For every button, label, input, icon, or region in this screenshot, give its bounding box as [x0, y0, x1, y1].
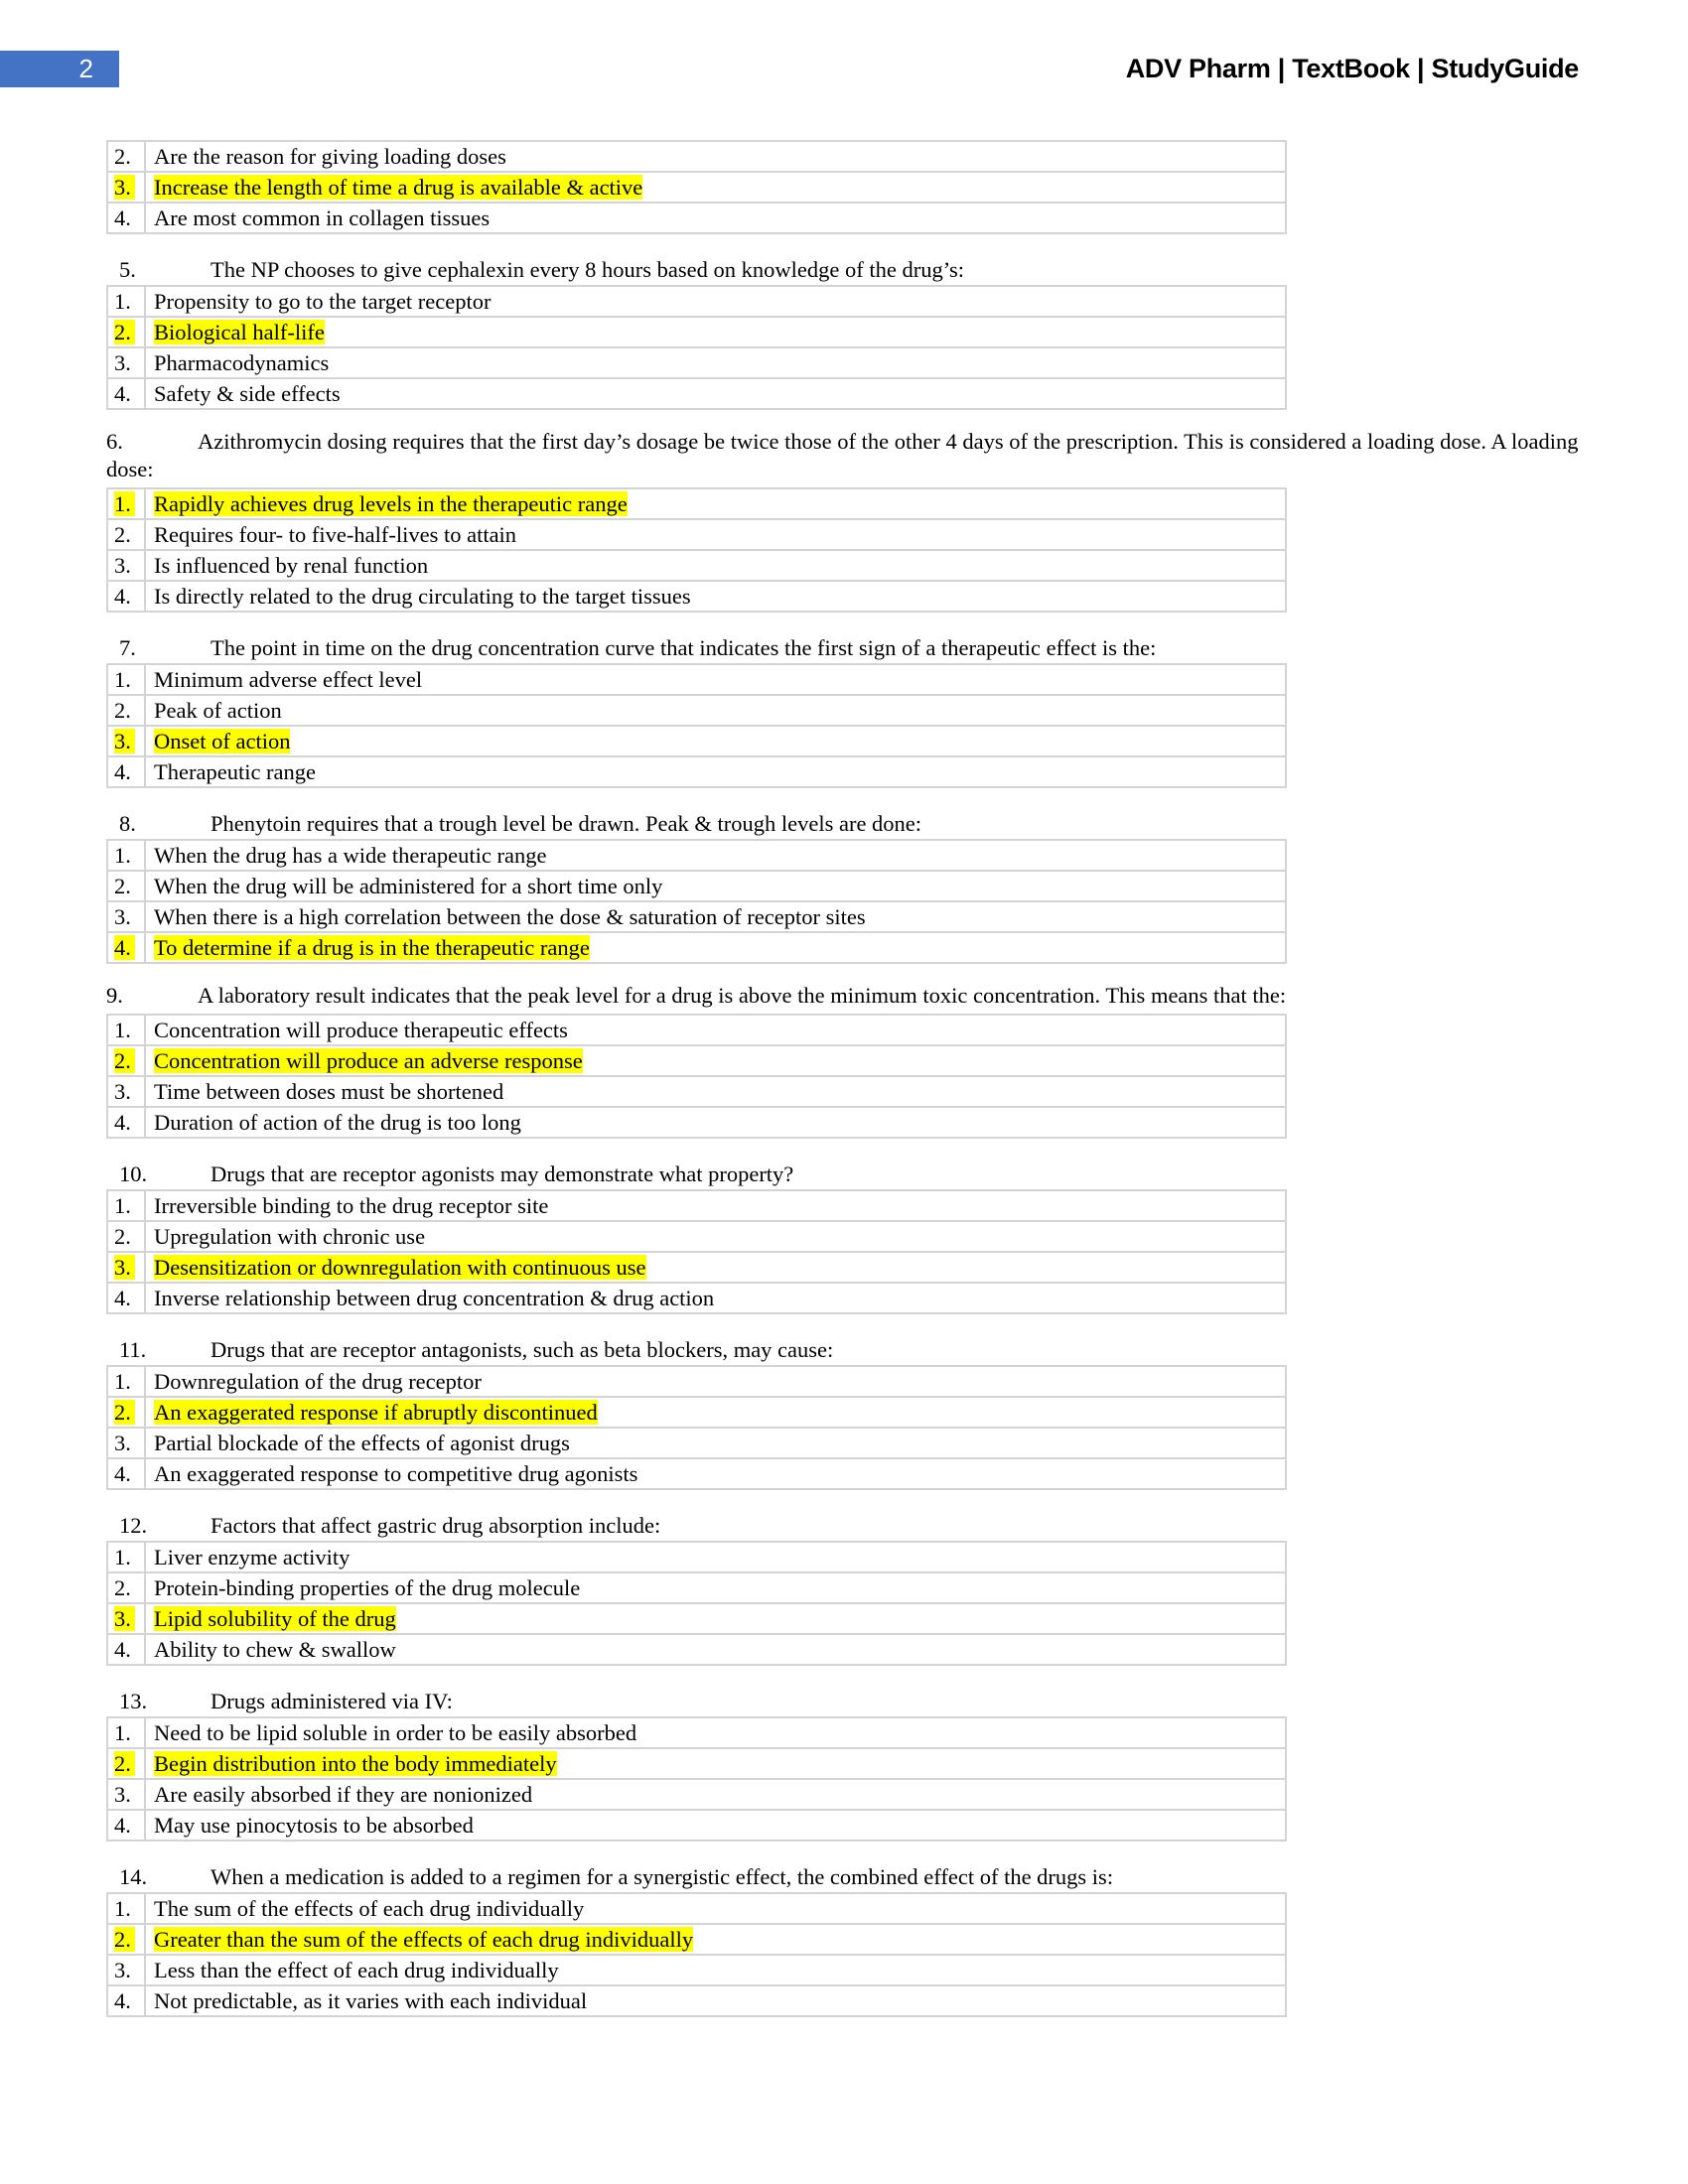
question-block	[106, 1688, 1596, 1842]
option-row	[108, 1986, 1285, 2015]
question-text: Drugs that are receptor agonists may demonstrate what property?	[211, 1161, 794, 1186]
option-text: May use pinocytosis to be absorbed	[154, 1813, 474, 1838]
option-row	[108, 696, 1285, 727]
option-row	[108, 1222, 1285, 1253]
option-text: Minimum adverse effect level	[154, 667, 423, 692]
option-number: 1.	[114, 1193, 131, 1218]
question-text: The point in time on the drug concentration curve that indicates the first sign of a therapeutic effect is the:	[211, 635, 1157, 660]
options-table	[106, 1014, 1287, 1139]
option-number: 4.	[114, 205, 131, 230]
question-block	[106, 982, 1596, 1139]
option-text: Concentration will produce therapeutic effects	[154, 1018, 568, 1042]
options-table	[106, 1716, 1287, 1842]
option-number: 1.	[114, 1545, 131, 1570]
question-prompt	[119, 256, 1589, 283]
question-number: 13.	[119, 1689, 148, 1713]
question-text: Drugs that are receptor antagonists, such as beta blockers, may cause:	[211, 1337, 834, 1362]
option-number: 1.	[114, 1018, 131, 1042]
option-number: 4.	[114, 935, 135, 960]
option-row	[108, 287, 1285, 318]
question-number: 6.	[106, 429, 123, 454]
option-text: Upregulation with chronic use	[154, 1224, 426, 1249]
question-number: 7.	[119, 635, 136, 660]
option-text: When the drug will be administered for a short time only	[154, 874, 663, 898]
question-number: 11.	[119, 1337, 147, 1362]
document-header-title: ADV Pharm | TextBook | StudyGuide	[1125, 53, 1579, 83]
option-row-highlighted	[108, 489, 1285, 520]
option-number: 2.	[114, 874, 131, 898]
question-block	[106, 1512, 1596, 1666]
option-row-highlighted	[108, 1749, 1285, 1780]
option-number: 3.	[114, 729, 135, 753]
option-number: 1.	[114, 289, 131, 314]
option-row-highlighted	[108, 933, 1285, 962]
option-row	[108, 757, 1285, 786]
option-text: Therapeutic range	[154, 759, 317, 784]
option-text: Begin distribution into the body immediately	[154, 1751, 557, 1776]
option-row	[108, 1635, 1285, 1664]
option-number: 3.	[114, 1782, 131, 1807]
option-number: 1.	[114, 667, 131, 692]
option-text: Pharmacodynamics	[154, 350, 330, 375]
question-block	[106, 1336, 1596, 1490]
option-text: Is influenced by renal function	[154, 553, 429, 578]
question-text: The NP chooses to give cephalexin every 8 hours based on knowledge of the drug’s:	[211, 257, 964, 282]
option-number: 3.	[114, 175, 135, 200]
option-number: 2.	[114, 320, 135, 344]
option-row	[108, 1543, 1285, 1573]
option-row	[108, 1894, 1285, 1925]
option-row	[108, 204, 1285, 232]
option-text: Are easily absorbed if they are nonionized	[154, 1782, 533, 1807]
option-number: 2.	[114, 522, 131, 547]
option-row-highlighted	[108, 1253, 1285, 1284]
option-text: Need to be lipid soluble in order to be easily absorbed	[154, 1720, 637, 1745]
option-number: 3.	[114, 904, 131, 929]
question-text: Azithromycin dosing requires that the first day’s dosage be twice those of the other 4 days of the prescription. This is considered a loading dose. A loading dose:	[106, 429, 1579, 481]
options-table	[106, 1892, 1287, 2017]
option-text: To determine if a drug is in the therapeutic range	[154, 935, 590, 960]
option-text: Is directly related to the drug circulating to the target tissues	[154, 584, 691, 609]
options-table	[106, 1189, 1287, 1314]
option-row-highlighted	[108, 1398, 1285, 1429]
option-number: 2.	[114, 1400, 135, 1425]
question-prompt	[119, 810, 1589, 837]
option-row	[108, 582, 1285, 611]
question-number: 10.	[119, 1161, 148, 1186]
option-text: Downregulation of the drug receptor	[154, 1369, 482, 1394]
option-text: When there is a high correlation between the dose & saturation of receptor sites	[154, 904, 866, 929]
option-row-highlighted	[108, 1046, 1285, 1077]
option-row	[108, 902, 1285, 933]
option-row	[108, 1108, 1285, 1137]
option-number: 2.	[114, 1927, 135, 1952]
option-text: Liver enzyme activity	[154, 1545, 351, 1570]
option-number: 2.	[114, 1224, 131, 1249]
option-number: 3.	[114, 1255, 135, 1280]
option-text: Safety & side effects	[154, 381, 341, 406]
question-prompt	[119, 1336, 1589, 1363]
option-number: 1.	[114, 1896, 131, 1921]
question-text: Factors that affect gastric drug absorption include:	[211, 1513, 661, 1538]
option-number: 3.	[114, 350, 131, 375]
option-row	[108, 1191, 1285, 1222]
option-row	[108, 1718, 1285, 1749]
option-text: The sum of the effects of each drug individually	[154, 1896, 585, 1921]
option-number: 3.	[114, 1431, 131, 1455]
option-text: Not predictable, as it varies with each individual	[154, 1988, 588, 2013]
option-text: Concentration will produce an adverse response	[154, 1048, 583, 1073]
option-text: Peak of action	[154, 698, 282, 723]
question-block	[106, 810, 1596, 964]
option-row	[108, 1573, 1285, 1604]
option-number: 3.	[114, 553, 131, 578]
option-text: Requires four- to five-half-lives to attain	[154, 522, 517, 547]
page-number: 2	[78, 54, 93, 83]
question-text: When a medication is added to a regimen for a synergistic effect, the combined effect of the drugs is:	[211, 1864, 1114, 1889]
question-number: 8.	[119, 811, 136, 836]
option-row	[108, 1077, 1285, 1108]
question-text: A laboratory result indicates that the peak level for a drug is above the minimum toxic concentration. This means that the:	[198, 983, 1287, 1008]
option-text: Less than the effect of each drug individually	[154, 1958, 559, 1982]
option-row	[108, 1459, 1285, 1488]
option-row	[108, 1780, 1285, 1811]
option-number: 2.	[114, 1751, 135, 1776]
option-row	[108, 665, 1285, 696]
options-table	[106, 839, 1287, 964]
question-prompt	[93, 982, 1596, 1010]
question-list	[106, 140, 1596, 2017]
options-table	[106, 487, 1287, 613]
option-row-highlighted	[108, 1925, 1285, 1956]
option-number: 4.	[114, 759, 131, 784]
option-number: 1.	[114, 1369, 131, 1394]
option-number: 4.	[114, 1286, 131, 1310]
options-table	[106, 285, 1287, 410]
question-block	[106, 256, 1596, 410]
option-number: 4.	[114, 1110, 131, 1135]
option-text: Onset of action	[154, 729, 291, 753]
option-text: An exaggerated response if abruptly discontinued	[154, 1400, 598, 1425]
option-row-highlighted	[108, 318, 1285, 348]
options-table	[106, 1365, 1287, 1490]
option-text: Propensity to go to the target receptor	[154, 289, 492, 314]
page-number-badge	[0, 51, 119, 87]
option-text: Rapidly achieves drug levels in the therapeutic range	[154, 491, 628, 516]
option-row	[108, 841, 1285, 872]
question-block	[106, 634, 1596, 788]
option-text: Time between doses must be shortened	[154, 1079, 504, 1104]
question-prompt	[119, 634, 1589, 661]
option-row	[108, 348, 1285, 379]
option-row-highlighted	[108, 727, 1285, 757]
option-row	[108, 1811, 1285, 1840]
option-number: 1.	[114, 843, 131, 868]
option-text: Inverse relationship between drug concentration & drug action	[154, 1286, 715, 1310]
question-block	[106, 1863, 1596, 2017]
option-text: Irreversible binding to the drug receptor site	[154, 1193, 549, 1218]
option-number: 4.	[114, 1461, 131, 1486]
question-text: Drugs administered via IV:	[211, 1689, 453, 1713]
option-row	[108, 872, 1285, 902]
option-row	[108, 142, 1285, 173]
question-prompt	[119, 1160, 1589, 1187]
options-table-continued	[106, 140, 1287, 234]
question-text: Phenytoin requires that a trough level be drawn. Peak & trough levels are done:	[211, 811, 922, 836]
option-text: When the drug has a wide therapeutic range	[154, 843, 547, 868]
option-number: 1.	[114, 491, 135, 516]
question-prompt	[119, 1863, 1589, 1890]
option-row	[108, 379, 1285, 408]
option-row	[108, 1016, 1285, 1046]
option-text: Biological half-life	[154, 320, 325, 344]
question-number: 12.	[119, 1513, 148, 1538]
option-number: 4.	[114, 1637, 131, 1662]
option-row	[108, 520, 1285, 551]
question-number: 5.	[119, 257, 136, 282]
option-number: 2.	[114, 1575, 131, 1600]
option-number: 3.	[114, 1958, 131, 1982]
question-number: 9.	[106, 983, 123, 1008]
questions-container	[106, 256, 1596, 2017]
option-text: Ability to chew & swallow	[154, 1637, 396, 1662]
question-prompt	[119, 1512, 1589, 1539]
option-text: Are most common in collagen tissues	[154, 205, 491, 230]
option-text: An exaggerated response to competitive drug agonists	[154, 1461, 638, 1486]
option-number: 3.	[114, 1606, 135, 1631]
option-row	[108, 1429, 1285, 1459]
option-text: Protein-binding properties of the drug molecule	[154, 1575, 581, 1600]
option-text: Increase the length of time a drug is available & active	[154, 175, 643, 200]
option-number: 2.	[114, 144, 131, 169]
option-number: 4.	[114, 381, 131, 406]
option-number: 3.	[114, 1079, 131, 1104]
options-table	[106, 663, 1287, 788]
option-text: Partial blockade of the effects of agonist drugs	[154, 1431, 570, 1455]
option-text: Are the reason for giving loading doses	[154, 144, 506, 169]
option-row	[108, 1367, 1285, 1398]
option-text: Desensitization or downregulation with continuous use	[154, 1255, 646, 1280]
option-text: Duration of action of the drug is too long	[154, 1110, 521, 1135]
option-number: 2.	[114, 698, 131, 723]
option-row-highlighted	[108, 173, 1285, 204]
question-block	[106, 1160, 1596, 1314]
option-row	[108, 1284, 1285, 1312]
option-text: Greater than the sum of the effects of each drug individually	[154, 1927, 694, 1952]
options-table	[106, 1541, 1287, 1666]
question-number: 14.	[119, 1864, 148, 1889]
question-prompt	[119, 1688, 1589, 1714]
option-number: 4.	[114, 1988, 131, 2013]
option-row	[108, 1956, 1285, 1986]
option-row-highlighted	[108, 1604, 1285, 1635]
option-number: 2.	[114, 1048, 135, 1073]
option-text: Lipid solubility of the drug	[154, 1606, 396, 1631]
question-block	[106, 428, 1596, 613]
option-number: 1.	[114, 1720, 131, 1745]
option-number: 4.	[114, 1813, 131, 1838]
option-row	[108, 551, 1285, 582]
option-number: 4.	[114, 584, 131, 609]
question-prompt	[93, 428, 1596, 483]
